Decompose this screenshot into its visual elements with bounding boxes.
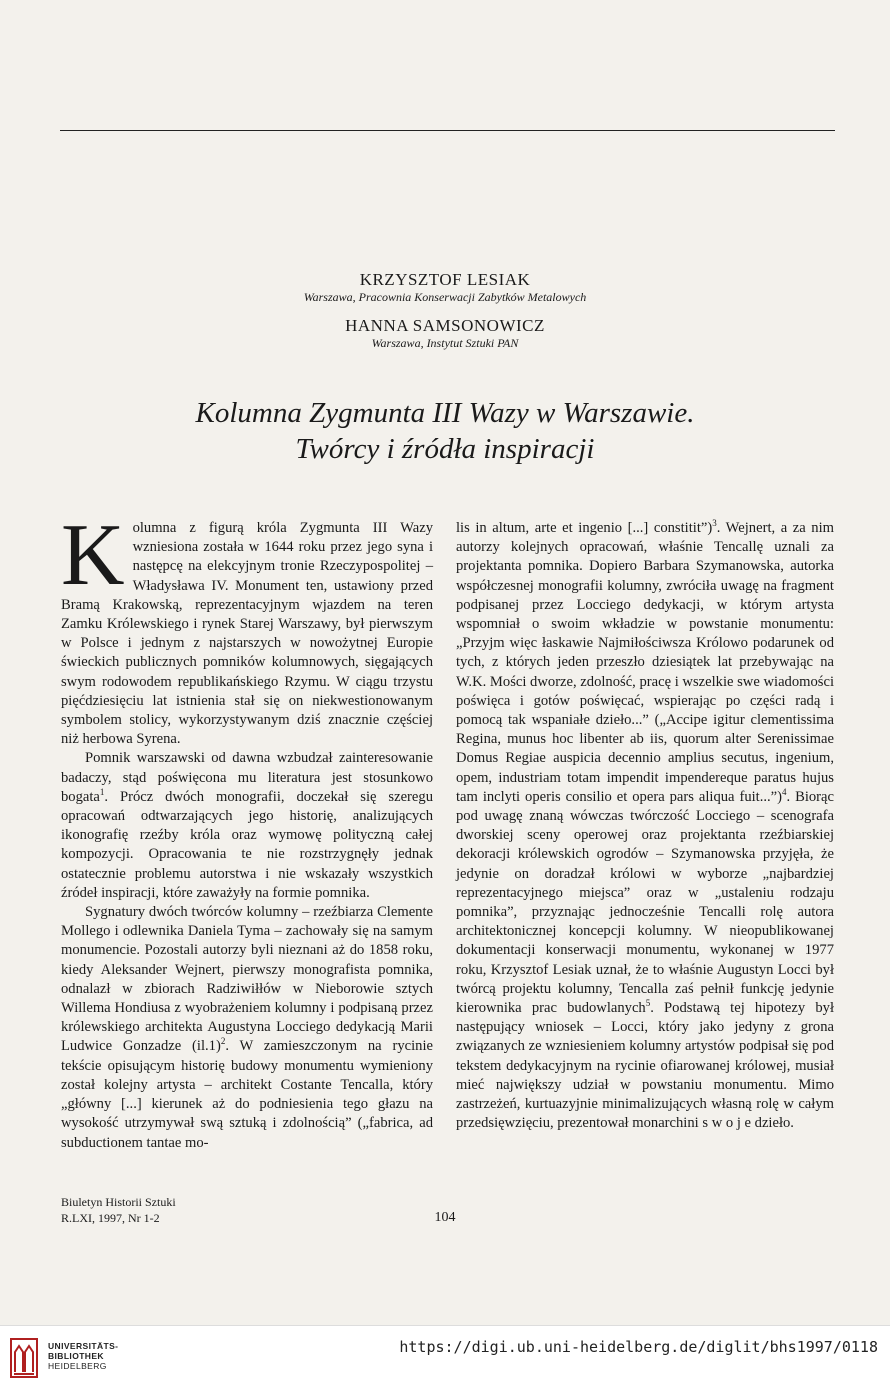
paragraph-4-text-c: . Biorąc pod uwagę znaną wówczas twórczość Locciego – scenografa dworskiej sceny operowej oraz projektanta rzeźbiarskiej dekoracji królewskich ogrodów – Szymanowska przyjęła, że jedynie on doradzał królowi w wyborze „najbardziej reprezentacyjnego miejsca” oraz w „ustaleniu rodzaju pomnika”, przyznając jednocześnie Tencalli rolę autora architektonicznej koncepcji kolumny. W nieopublikowanej dokumentacji konserwacji monumentu, wykonanej w 1977 roku, Krzysztof Lesiak uznał, że to właśnie Augustyn Locci był twórcą projektu kolumny, Tencalla zaś pełnił funkcję jedynie kierownika prac budowlanych: [456, 788, 835, 1017]
right-column: [456, 519, 834, 1134]
drop-cap: K: [61, 507, 125, 604]
paragraph-3: [61, 903, 433, 1153]
affiliation-1: Warszawa, Pracownia Konserwacji Zabytków Metalowych: [303, 290, 587, 304]
header-rule: [60, 130, 835, 131]
title-line-1: Kolumna Zygmunta III Wazy w Warszawie.: [195, 397, 695, 429]
library-line-3: HEIDELBERG: [48, 1361, 107, 1371]
paragraph-1-text: olumna z figurą króla Zygmunta III Wazy wzniesiona została w 1644 roku przez jego syna i następcę na elekcyjnym tronie Rzeczypospolitej – Władysława IV. Monument ten, ustawiony przed Bramą Krakowską, reprezentacyjnym wjazdem na teren Zamku Królewskiego i rynek Starej Warszawy, był pierwszym w Polsce i jednym z najstarszych w nowożytnej Europie świeckich publicznych pomników kolumnowych, sięgających swym rodowodem republikańskiego Rzymu. W ciągu trzystu pięćdziesięciu lat istnienia stał się on niekwestionowanym symbolem stolicy, wykorzystywanym dziś znacznie częściej niż herbowa Syrena.: [61, 520, 433, 748]
author-1: KRZYSZTOF LESIAK: [359, 270, 531, 289]
paragraph-2-text-b: . Prócz dwóch monografii, doczekał się szeregu opracowań odtwarzających jego historię, analizujących ikonografię rzeźby króla oraz wymowę polityczną całej kompozycji. Opracowania te nie rozstrzygnęły jednak ostatecznie problemu autorstwa i nie wskazały wszystkich źródeł inspiracji, które zaważyły na formie pomnika.: [61, 788, 433, 901]
paragraph-4-text-d: . Podstawą tej hipotezy był następujący wniosek – Locci, który jako jedyny z grona związanych ze wzniesieniem kolumny artystów podpisał się pod tekstem dedykacyjnym na rycinie ofiarowanej królowej, musiał mieć największy udział w powstaniu monumentu. Mimo zastrzeżeń, kurtuazyjnie minimalizujących własną rolę w całym przedsięwzięciu, prezentował monarchini s w o j e dzieło.: [456, 1000, 834, 1132]
paragraph-1: [61, 507, 433, 749]
paragraph-3-text-b: . W zamieszczonym na rycinie tekście opisującym historię budowy monumentu wymieniony został kolejny artysta – architekt Costante Tencalla, który „główny [...] kierunek aż do podniesienia tego głazu na wysokość utrzymywał swą sztuką i zdolnością” („fabrica, ad subductionem tantae mo-: [61, 1038, 433, 1151]
footnote-ref-2: 2: [220, 1036, 226, 1047]
footnote-ref-1: 1: [99, 786, 105, 797]
footnote-ref-4: 4: [782, 786, 787, 797]
author-2: HANNA SAMSONOWICZ: [345, 316, 545, 335]
paragraph-3-text-a: Sygnatury dwóch twórców kolumny – rzeźbiarza Clemente Mollego i odlewnika Daniela Tyma – zachowały się na samym monumencie. Pozostali autorzy byli nieznani aż do 1858 roku, kiedy Aleksander Wejnert, pierwszy monografista pomnika, odnalazł w zbiorach Radziwiłłów w Nieborowie sztych Willema Hondiusa z wyobrażeniem kolumny i podpisaną przez królewskiego architekta Augustyna Locciego dedykacją Marii Ludwice Gonzadze (il.1): [61, 904, 433, 1055]
library-line-1: UNIVERSITÄTS-: [48, 1341, 119, 1351]
permalink-url[interactable]: https://digi.ub.uni-heidelberg.de/diglit/bhs1997/0118: [399, 1338, 878, 1356]
library-name: [48, 1341, 118, 1371]
affiliation-2: Warszawa, Instytut Sztuki PAN: [371, 336, 519, 350]
paragraph-2: [61, 749, 433, 903]
byline: [0, 270, 890, 350]
paragraph-4-text-a: lis in altum, arte et ingenio [...] constitit”): [456, 520, 713, 536]
journal-volume: R.LXI, 1997, Nr 1-2: [61, 1211, 160, 1225]
journal-name: Biuletyn Historii Sztuki: [61, 1195, 176, 1209]
title-line-2: Twórcy i źródła inspiracji: [295, 433, 595, 465]
footnote-ref-3: 3: [712, 518, 717, 529]
page-number: 104: [434, 1210, 456, 1225]
paragraph-4-text-b: . Wejnert, a za nim autorzy kolejnych opracowań, właśnie Tencallę uznali za projektanta pomnika. Dopiero Barbara Szymanowska, autorka współczesnej monografii kolumny, zwróciła uwagę na fragment podpisanej przez Locciego dedykacji, w którym artysta wspomniał o swoim wkładzie w powstanie monumentu: „Przyjm więc łaskawie Najmiłościwsza Królowo podarunek od tych, z których jeden przeszło dziesiątek lat przebywając na W.K. Mości dworze, zdolność, pracę i wszelkie swe wiadomości poświęca i gotów poświęcać, wspierając po części radą i pomocą tak wspaniałe dzieło...” („Accipe igitur clementissima Regina, munus hoc libenter ab iis, quorum alter Serenissimae Domus Regiae auspicia decennio amplius secutus, ingenium, opem, industriam totam impendit impendereque paratus hujus tam inclyti operis consilio et opera pars aliqua fuit...”): [456, 520, 834, 805]
footnote-ref-5: 5: [645, 998, 651, 1009]
library-line-2: BIBLIOTHEK: [48, 1351, 104, 1361]
library-logo-icon: [10, 1338, 38, 1378]
viewer-bar: [0, 1325, 890, 1392]
paragraph-4: [456, 519, 834, 1134]
left-column: [61, 507, 433, 1153]
article-title: [0, 395, 890, 467]
paragraph-2-text-a: Pomnik warszawski od dawna wzbudzał zainteresowanie badaczy, stąd poświęcona mu literatura jest stosunkowo bogata: [61, 750, 433, 805]
